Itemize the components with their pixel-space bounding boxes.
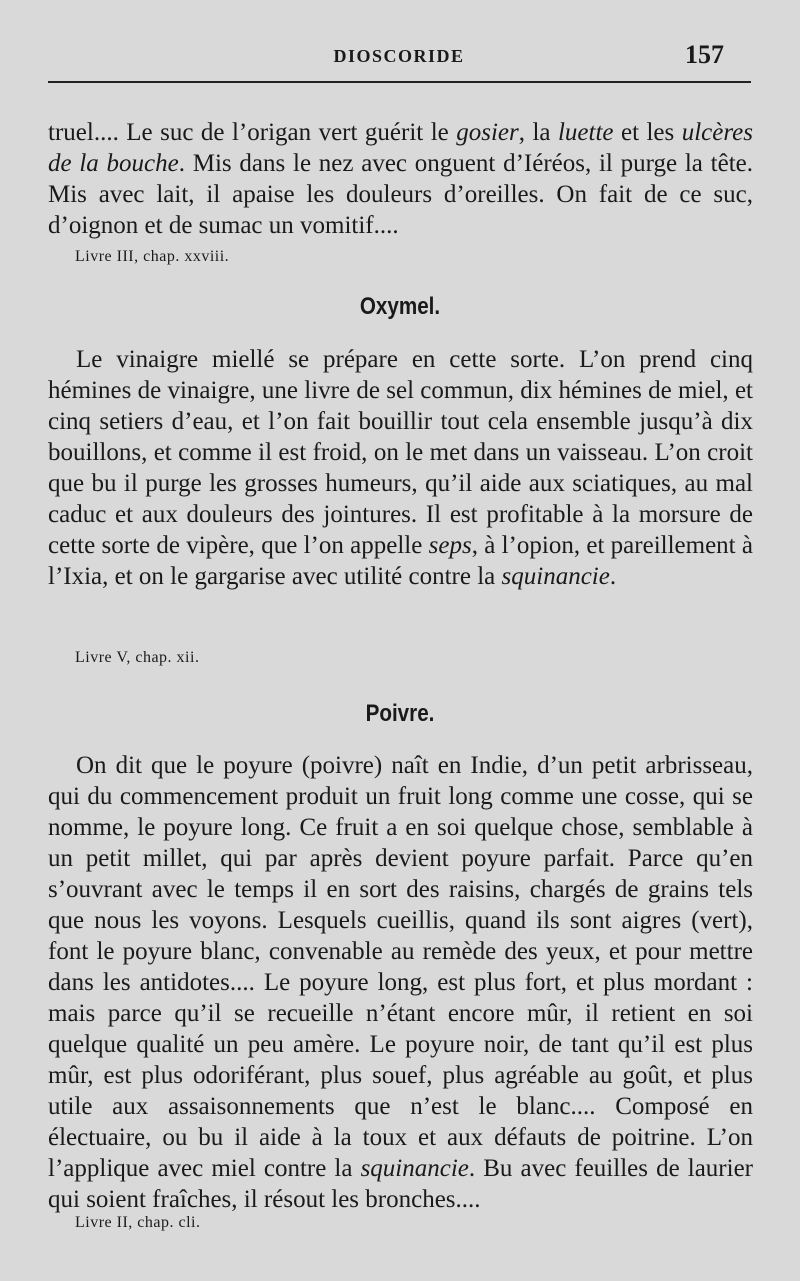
poivre-reference: Livre II, chap. cli. <box>75 1214 201 1231</box>
oxymel-paragraph <box>48 344 753 592</box>
section-heading-poivre: Poivre. <box>365 700 435 727</box>
oxymel-reference: Livre V, chap. xii. <box>75 649 200 666</box>
section-heading-oxymel: Oxymel. <box>359 293 441 320</box>
origan-text: truel.... Le suc de l’origan vert guérit le gosier, la luette et les ulcères de la bouche. Mis dans le nez avec onguent d’Iéréos, il purge la tête. Mis avec lait, il apaise les douleurs d’oreilles. On fait de ce suc, d’oignon et de sumac un vomitif.... <box>48 119 753 239</box>
running-title: DIOSCORIDE <box>333 46 465 66</box>
page-number: 157 <box>685 40 724 69</box>
origan-reference: Livre III, chap. xxviii. <box>75 248 230 265</box>
poivre-paragraph <box>48 750 753 1215</box>
poivre-text: On dit que le poyure (poivre) naît en Indie, d’un petit arbrisseau, qui du commencement produit un fruit long comme une cosse, qui se nomme, le poyure long. Ce fruit a en soi quelque chose, semblable à un petit millet, qui par après devient poyure parfait. Parce qu’en s’ouvrant avec le temps il en sort des raisins, chargés de grains tels que nous les voyons. Lesquels cueillis, quand ils sont aigres (vert), font le poyure blanc, convenable au remède des yeux, et pour mettre dans les antidotes.... Le poyure long, est plus fort, et plus mordant : mais parce qu’il se recueille n’étant encore mûr, il retient en soi quelque qualité un peu amère. Le poyure noir, de tant qu’il est plus mûr, est plus odoriférant, plus souef, plus agréable au goût, et plus utile aux assaisonnements que n’est le blanc.... Composé en électuaire, ou bu il aide à la toux et aux défauts de poitrine. L’on l’applique avec miel contre la squinancie. Bu avec feuilles de laurier qui soient fraîches, il résout les bronches.... <box>48 752 753 1213</box>
origan-paragraph <box>48 117 753 241</box>
running-head <box>48 38 750 78</box>
oxymel-text: Le vinaigre miellé se prépare en cette sorte. L’on prend cinq hémines de vinaigre, une livre de sel commun, dix hémines de miel, et cinq setiers d’eau, et l’on fait bouillir tout cela ensemble jusqu’à dix bouillons, et comme il est froid, on le met dans un vaisseau. L’on croit que bu il purge les grosses humeurs, qu’il aide aux sciatiques, au mal caduc et aux douleurs des jointures. Il est profitable à la morsure de cette sorte de vipère, que l’on appelle seps, à l’opion, et pareillement à l’Ixia, et on le gargarise avec utilité contre la squinancie. <box>48 346 753 590</box>
header-rule <box>48 81 751 83</box>
